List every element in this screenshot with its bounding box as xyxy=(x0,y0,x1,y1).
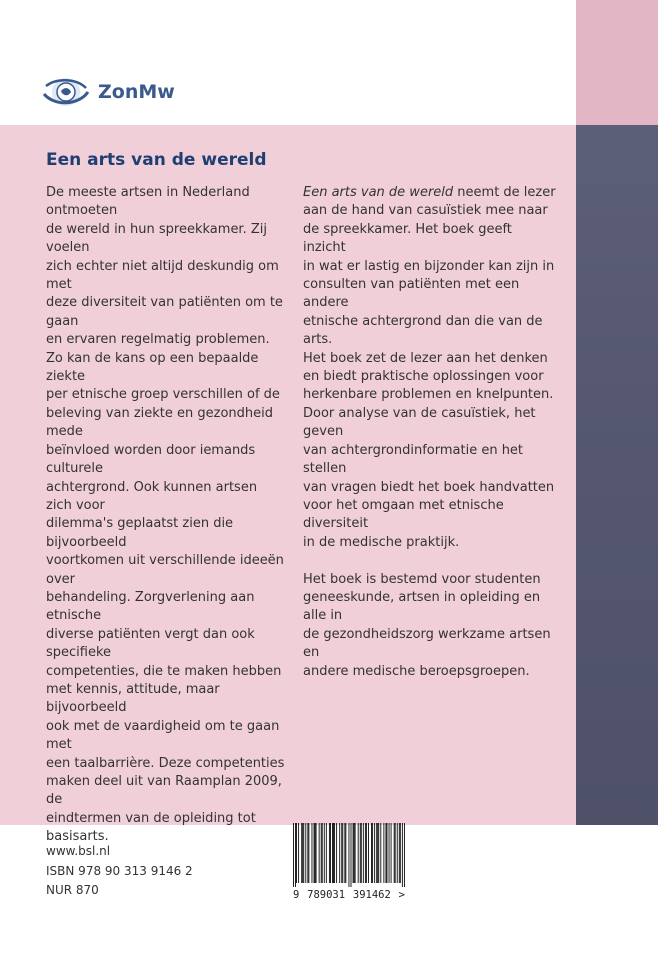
text-line: de gezondheidszorg werkzame artsen en xyxy=(303,626,551,661)
text-line: geneeskunde, artsen in opleiding en alle in xyxy=(303,589,541,624)
text-line: Het boek zet de lezer aan het denken xyxy=(303,350,548,366)
text-line: voortkomen uit verschillende ideeën over xyxy=(46,553,284,587)
text-line: per etnische groep verschillen of de xyxy=(46,387,280,403)
page-title: Een arts van de wereld xyxy=(46,150,267,170)
book-title-italic: Een arts van de wereld xyxy=(303,185,454,200)
colophon xyxy=(46,842,193,901)
text-line: van vragen biedt het boek handvatten xyxy=(303,479,555,495)
text-line: achtergrond. Ook kunnen artsen zich voor xyxy=(46,479,258,513)
spine-panel xyxy=(576,125,658,825)
barcode-digit-group: > xyxy=(398,889,405,901)
text-line xyxy=(303,184,558,202)
text-line: Het boek is bestemd voor studenten xyxy=(303,571,541,587)
text-line: herkenbare problemen en knelpunten. xyxy=(303,387,554,403)
text-line: en biedt praktische oplossingen voor xyxy=(303,369,544,385)
nur-text: NUR 870 xyxy=(46,883,99,897)
text-line: en ervaren regelmatig problemen. xyxy=(46,332,270,348)
barcode-digit-group: 789031 xyxy=(307,889,346,901)
barcode-bars xyxy=(293,823,405,887)
zonmw-logo xyxy=(40,72,175,112)
text-line: dilemma's geplaatst zien die bijvoorbeeld xyxy=(46,516,234,550)
left-column xyxy=(46,184,286,847)
text-line: met kennis, attitude, maar bijvoorbeeld xyxy=(46,681,220,716)
text-line: competenties, die te maken hebben xyxy=(46,663,282,679)
text-line: diverse patiënten vergt dan ook specifieke xyxy=(46,626,255,661)
text-line: aan de hand van casuïstiek mee naar xyxy=(303,203,548,219)
logo-text: ZonMw xyxy=(98,81,175,103)
text-line: zich echter niet altijd deskundig om met xyxy=(46,258,279,293)
text-line: Door analyse van de casuïstiek, het geven xyxy=(303,405,536,440)
text-line: beïnvloed worden door iemands culturele xyxy=(46,442,256,477)
text-line: consulten van patiënten met een andere xyxy=(303,277,520,311)
text-line: van achtergrondinformatie en het stellen xyxy=(303,442,524,477)
text-line: andere medische beroepsgroepen. xyxy=(303,663,530,679)
barcode-number xyxy=(293,889,405,901)
barcode-digit-group: 9 xyxy=(293,889,300,901)
text-line: in wat er lastig en bijzonder kan zijn in xyxy=(303,258,555,274)
text-line: ook met de vaardigheid om te gaan met xyxy=(46,718,280,753)
text-line: De meeste artsen in Nederland ontmoeten xyxy=(46,185,250,219)
text-line: een taalbarrière. Deze competenties xyxy=(46,755,285,771)
text-line: etnische achtergrond dan die van de arts. xyxy=(303,313,543,348)
text-line: eindtermen van de opleiding tot basisarts. xyxy=(46,810,256,845)
globe-icon xyxy=(40,72,92,112)
text-line: voor het omgaan met etnische diversiteit xyxy=(303,497,504,532)
spine-top xyxy=(576,0,658,125)
text-line: in de medische praktijk. xyxy=(303,534,460,550)
website-link[interactable]: www.bsl.nl xyxy=(46,844,111,858)
text-line: Zo kan de kans op een bepaalde ziekte xyxy=(46,350,259,385)
text-line: de wereld in hun spreekkamer. Zij voelen xyxy=(46,221,267,256)
text-line: maken deel uit van Raamplan 2009, de xyxy=(46,774,282,808)
text-line: de spreekkamer. Het boek geeft inzicht xyxy=(303,221,512,256)
text-line: deze diversiteit van patiënten om te gaan xyxy=(46,295,283,329)
text-line: behandeling. Zorgverlening aan etnische xyxy=(46,589,255,624)
barcode-digit-group: 391462 xyxy=(352,889,391,901)
isbn-text: ISBN 978 90 313 9146 2 xyxy=(46,863,193,878)
right-column xyxy=(303,184,558,681)
barcode xyxy=(293,823,405,901)
text-line: beleving van ziekte en gezondheid mede xyxy=(46,405,273,440)
intro-rest: neemt de lezer xyxy=(453,185,556,200)
